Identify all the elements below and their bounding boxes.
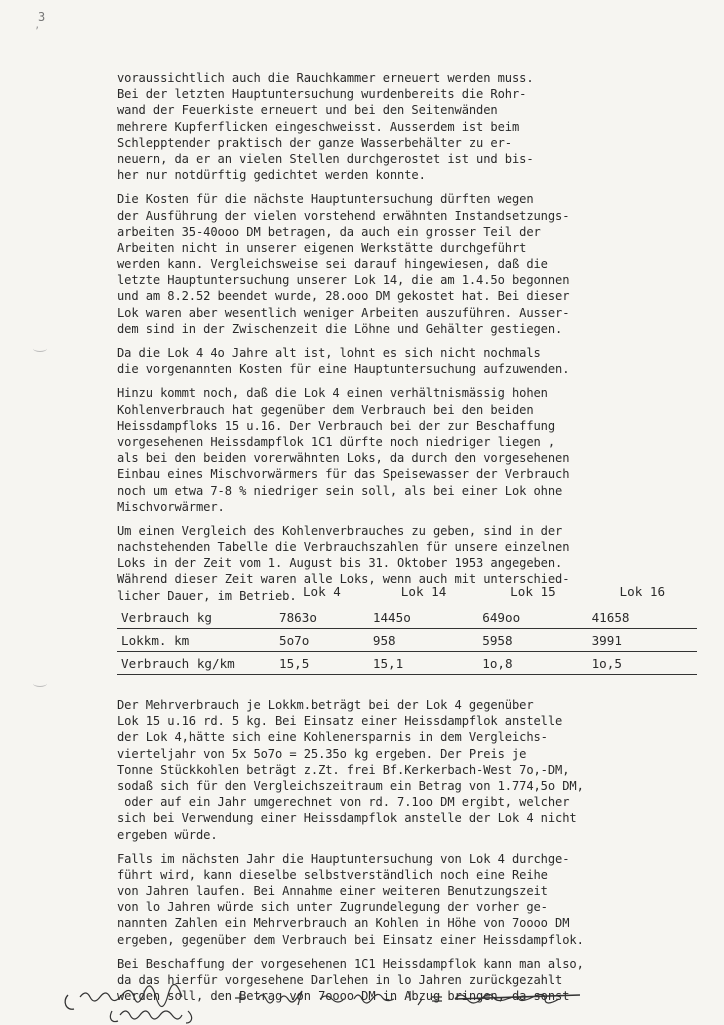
table-cell: 1445o (369, 606, 478, 629)
table-cell: 3991 (588, 629, 697, 652)
text-line: als bei den beiden vorerwähnten Loks, da durch den vorgesehenen (117, 451, 570, 466)
text-line: der Lok 4,hätte sich eine Kohlenersparnis in dem Vergleichs- (117, 730, 548, 745)
paragraph (117, 70, 702, 183)
table-cell: 649oo (478, 606, 587, 629)
text-line: her nur notdürftig gedichtet werden konnte. (117, 168, 426, 183)
table-cell: 958 (369, 629, 478, 652)
punch-hole-mark (33, 680, 47, 687)
text-line: Hinzu kommt noch, daß die Lok 4 einen verhältnismässig hohen (117, 386, 548, 401)
table-column-header: Lok 4 (302, 583, 341, 599)
text-line: Während dieser Zeit waren alle Loks, wenn auch mit unterschied- (117, 572, 570, 587)
text-line: sodaß sich für den Vergleichszeitraum ein Betrag von 1.774,5o DM, (117, 778, 584, 793)
text-line: Tonne Stückkohlen beträgt z.Zt. frei Bf.Kerkerbach-West 7o,-DM, (117, 762, 570, 777)
text-line: wand der Feuerkiste erneuert und bei den Seitenwänden (117, 103, 498, 118)
text-line: arbeiten 35-40ooo DM betragen, da auch ein grosser Teil der (117, 224, 541, 239)
page-corner-mark: 3 (38, 10, 46, 24)
consumption-table (117, 580, 697, 675)
text-line: Um einen Vergleich des Kohlenverbrauches zu geben, sind in der (117, 523, 563, 538)
table-cell: 1o,8 (478, 652, 587, 675)
table-row (117, 629, 697, 652)
paragraph (117, 191, 702, 337)
punch-hole-mark (33, 345, 47, 352)
table-row-label: Verbrauch kg (117, 606, 275, 629)
table-row-label: Lokkm. km (117, 629, 275, 652)
text-line: vierteljahr von 5x 5o7o = 25.35o kg ergeben. Der Preis je (117, 746, 527, 761)
body-text-bottom (117, 697, 702, 1012)
text-line: führt wird, kann dieselbe selbstverständlich noch eine Reihe (117, 867, 548, 882)
text-line: oder auf ein Jahr umgerechnet von rd. 7.1oo DM ergibt, welcher (117, 795, 570, 810)
text-line: Bei Beschaffung der vorgesehenen 1C1 Heissdampflok kann man also, (117, 956, 584, 971)
text-line: Arbeiten nicht in unserer eigenen Werkstätte durchgeführt (117, 240, 527, 255)
table-cell: 5958 (478, 629, 587, 652)
text-line: neuern, da er an vielen Stellen durchgerostet ist und bis- (117, 151, 534, 166)
text-line: von Jahren laufen. Bei Annahme einer weiteren Benutzungszeit (117, 884, 548, 899)
text-line: Lok waren aber wesentlich weniger Arbeiten auszuführen. Ausser- (117, 305, 570, 320)
table-cell: 15,5 (275, 652, 369, 675)
handwritten-annotation (60, 975, 660, 1025)
text-line: Schlepptender praktisch der ganze Wasserbehälter zu er- (117, 135, 512, 150)
text-line: Heissdampfloks 15 u.16. Der Verbrauch bei der zur Beschaffung (117, 418, 556, 433)
text-line: Kohlenverbrauch hat gegenüber dem Verbrauch bei den beiden (117, 402, 534, 417)
text-line: Lok 15 u.16 rd. 5 kg. Bei Einsatz einer Heissdampflok anstelle (117, 714, 563, 729)
table-cell: 15,1 (369, 652, 478, 675)
table-row (117, 606, 697, 629)
text-line: nachstehenden Tabelle die Verbrauchszahlen für unsere einzelnen (117, 540, 570, 555)
table-cell: 41658 (588, 606, 697, 629)
paragraph (117, 345, 702, 377)
text-line: vorgesehenen Heissdampflok 1C1 dürfte noch niedriger liegen , (117, 434, 556, 449)
text-line: von lo Jahren würde sich unter Zugrundelegung der vorher ge- (117, 900, 548, 915)
paragraph (117, 851, 702, 948)
text-line: mehrere Kupferflicken eingeschweisst. Ausserdem ist beim (117, 119, 520, 134)
table-cell: 7863o (275, 606, 369, 629)
text-line: werden soll, den Betrag von 7oooo DM in Abzug bringen, da sonst (117, 989, 570, 1004)
text-line: ergeben, gegenüber dem Verbrauch bei Einsatz einer Heissdampflok. (117, 932, 584, 947)
text-line: Einbau eines Mischvorwärmers für das Speisewasser der Verbrauch (117, 467, 570, 482)
page-corner-tick: ’ (34, 26, 41, 37)
text-line: und am 8.2.52 beendet wurde, 28.ooo DM gekostet hat. Bei dieser (117, 289, 570, 304)
table-column-header: Lok 15 (510, 583, 556, 599)
table-column-header: Lok 16 (619, 583, 666, 599)
table-cell: 1o,5 (588, 652, 697, 675)
paragraph (117, 697, 702, 843)
text-line: licher Dauer, im Betrieb. (117, 588, 297, 603)
body-text-top (117, 70, 702, 612)
text-line: Da die Lok 4 4o Jahre alt ist, lohnt es sich nicht nochmals (117, 346, 541, 360)
table-row-label: Verbrauch kg/km (117, 652, 275, 675)
paragraph (117, 385, 702, 515)
table-column-header: Lok 14 (400, 583, 447, 599)
text-line: nannten Zahlen ein Mehrverbrauch an Kohlen in Höhe von 7oooo DM (117, 916, 570, 931)
text-line: noch um etwa 7-8 % niedriger sein soll, als bei einer Lok ohne (117, 483, 563, 498)
table-corner (117, 580, 275, 606)
text-line: werden kann. Vergleichsweise sei darauf hingewiesen, daß die (117, 257, 548, 272)
text-line: voraussichtlich auch die Rauchkammer erneuert werden muss. (117, 71, 534, 85)
text-line: Mischvorwärmer. (117, 499, 225, 514)
text-line: ergeben würde. (117, 827, 218, 842)
text-line: Loks in der Zeit vom 1. August bis 31. Oktober 1953 angegeben. (117, 556, 563, 571)
table-cell: 5o7o (275, 629, 369, 652)
text-line: der Ausführung der vielen vorstehend erwähnten Instandsetzungs- (117, 208, 570, 223)
text-line: Der Mehrverbrauch je Lokkm.beträgt bei der Lok 4 gegenüber (117, 698, 534, 712)
text-line: Die Kosten für die nächste Hauptuntersuchung dürften wegen (117, 192, 534, 207)
table-row (117, 652, 697, 675)
text-line: da das hierfür vorgesehene Darlehen in lo Jahren zurückgezahlt (117, 973, 563, 987)
text-line: dem sind in der Zwischenzeit die Löhne und Gehälter gestiegen. (117, 321, 563, 336)
text-line: letzte Hauptuntersuchung unserer Lok 14, die am 1.4.5o begonnen (117, 273, 570, 288)
text-line: Falls im nächsten Jahr die Hauptuntersuchung von Lok 4 durchge- (117, 851, 570, 866)
text-line: sich bei Verwendung einer Heissdampflok anstelle der Lok 4 nicht (117, 811, 577, 826)
text-line: die vorgenannten Kosten für eine Hauptuntersuchung aufzuwenden. (117, 362, 570, 377)
text-line: Bei der letzten Hauptuntersuchung wurdenbereits die Rohr- (117, 87, 527, 102)
